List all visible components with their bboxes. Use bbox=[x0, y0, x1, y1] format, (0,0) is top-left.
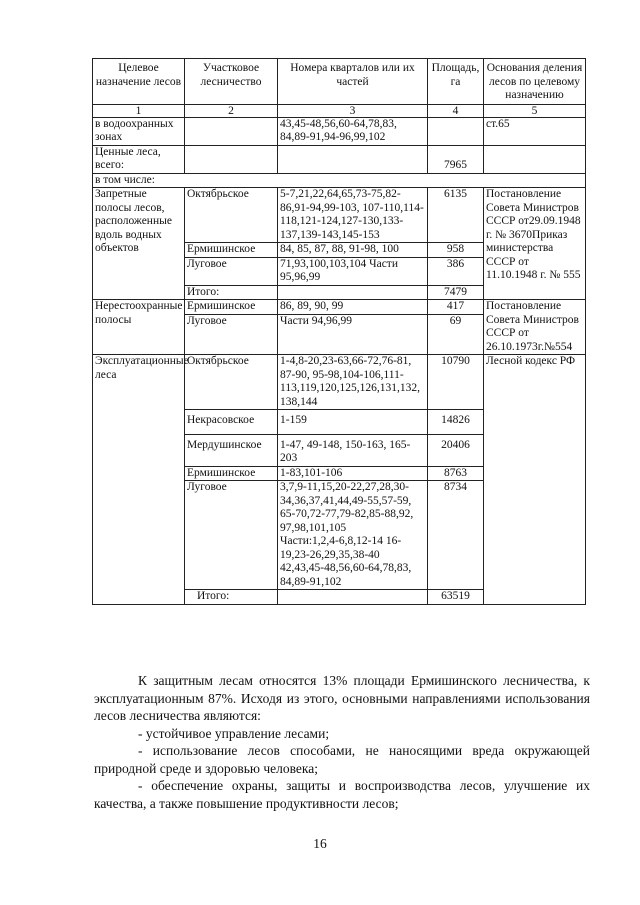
forestry-cell: Ермишинское bbox=[185, 466, 278, 481]
paragraph: К защитным лесам относятся 13% площади Ермишинского лесничества, к эксплуатационным 87%. Исходя из этого, основными направлениями использования лесов лесничества являются: bbox=[94, 673, 590, 723]
table-row bbox=[93, 188, 586, 243]
area-cell: 386 bbox=[428, 257, 484, 285]
purpose-cell: Ценные леса, всего: bbox=[93, 145, 185, 173]
quarters-parts-text: Части:1,2,4-6,8,12-14 16-19,23-26,29,35,38-40 42,43,45-48,56,60-64,78,83, 84,89-91,102 bbox=[280, 535, 412, 588]
quarters-cell: 5-7,21,22,64,65,73-75,82-86,91-94,99-103, 107-110,114-118,121-124,127-130,133-137,139-143,145-153 bbox=[278, 188, 428, 243]
total-label: Итого: bbox=[185, 590, 278, 605]
column-number: 1 bbox=[93, 104, 185, 117]
forestry-cell bbox=[185, 117, 278, 145]
area-cell: 10790 bbox=[428, 355, 484, 410]
including-label: в том числе: bbox=[93, 173, 586, 188]
forestry-cell: Октябрьское bbox=[185, 355, 278, 410]
quarters-cell: 1-83,101-106 bbox=[278, 466, 428, 481]
table-row bbox=[93, 355, 586, 410]
column-number: 5 bbox=[484, 104, 586, 117]
forestry-cell: Луговое bbox=[185, 257, 278, 285]
quarters-cell: 86, 89, 90, 99 bbox=[278, 300, 428, 315]
forestry-cell: Луговое bbox=[185, 315, 278, 355]
table-row bbox=[93, 117, 586, 145]
column-number: 3 bbox=[278, 104, 428, 117]
page-number: 16 bbox=[313, 836, 327, 851]
header-basis: Основания деления лесов по целевому назначению bbox=[484, 59, 586, 105]
forestry-cell bbox=[185, 145, 278, 173]
purpose-cell: Нерестоохранные полосы bbox=[93, 300, 185, 355]
table-header-row bbox=[93, 59, 586, 105]
area-cell: 958 bbox=[428, 243, 484, 258]
forestry-cell: Ермишинское bbox=[185, 243, 278, 258]
purpose-cell: Эксплуатационные леса bbox=[93, 355, 185, 605]
purpose-cell: Запретные полосы лесов, расположенные вдоль водных объектов bbox=[93, 188, 185, 300]
forestry-cell: Некрасовское bbox=[185, 410, 278, 435]
body-text bbox=[94, 672, 590, 812]
total-area: 7479 bbox=[428, 285, 484, 300]
quarters-cell bbox=[278, 145, 428, 173]
quarters-cell: 71,93,100,103,104 Части 95,96,99 bbox=[278, 257, 428, 285]
quarters-cell bbox=[278, 285, 428, 300]
list-item: - обеспечение охраны, защиты и воспроизводства лесов, улучшение их качества, а также повышение продуктивности лесов; bbox=[94, 778, 590, 811]
forestry-cell: Октябрьское bbox=[185, 188, 278, 243]
quarters-cell bbox=[278, 590, 428, 605]
area-cell: 69 bbox=[428, 315, 484, 355]
header-forestry: Участковое лесничество bbox=[185, 59, 278, 105]
area-cell: 8734 bbox=[428, 481, 484, 590]
list-item: - использование лесов способами, не наносящими вреда окружающей природной среде и здоровью человека; bbox=[94, 743, 590, 776]
column-number: 2 bbox=[185, 104, 278, 117]
quarters-cell: 1-47, 49-148, 150-163, 165-203 bbox=[278, 434, 428, 466]
total-label: Итого: bbox=[185, 285, 278, 300]
quarters-cell: 84, 85, 87, 88, 91-98, 100 bbox=[278, 243, 428, 258]
purpose-cell: в водоохранных зонах bbox=[93, 117, 185, 145]
area-cell: 14826 bbox=[428, 410, 484, 435]
column-number-row bbox=[93, 104, 586, 117]
total-area: 63519 bbox=[428, 590, 484, 605]
table-row bbox=[93, 173, 586, 188]
quarters-cell bbox=[278, 481, 428, 590]
basis-cell: Постановление Совета Министров СССР от 26.10.1973г.№554 bbox=[484, 300, 586, 355]
basis-cell bbox=[484, 145, 586, 173]
area-cell: 7965 bbox=[428, 145, 484, 173]
forestry-cell: Мердушинское bbox=[185, 434, 278, 466]
forestry-cell: Луговое bbox=[185, 481, 278, 590]
table-row bbox=[93, 145, 586, 173]
area-cell bbox=[428, 117, 484, 145]
quarters-cell: Части 94,96,99 bbox=[278, 315, 428, 355]
basis-cell: Постановление Совета Министров СССР от29.09.1948 г. № 3670Приказ министерства СССР от 11.10.1948 г. № 555 bbox=[484, 188, 586, 300]
area-cell: 20406 bbox=[428, 434, 484, 466]
forestry-cell: Ермишинское bbox=[185, 300, 278, 315]
header-area: Площадь, га bbox=[428, 59, 484, 105]
quarters-cell: 43,45-48,56,60-64,78,83, 84,89-91,94-96,99,102 bbox=[278, 117, 428, 145]
basis-cell: Лесной кодекс РФ bbox=[484, 355, 586, 605]
column-number: 4 bbox=[428, 104, 484, 117]
list-item: - устойчивое управление лесами; bbox=[138, 725, 330, 741]
table-row bbox=[93, 300, 586, 315]
area-cell: 417 bbox=[428, 300, 484, 315]
quarters-text: 3,7,9-11,15,20-22,27,28,30-34,36,37,41,44,49-55,57-59, 65-70,72-77,79-82,85-88,92, 97,98,101,105 bbox=[280, 481, 414, 534]
quarters-cell: 1-4,8-20,23-63,66-72,76-81, 87-90, 95-98,104-106,111-113,119,120,125,126,131,132, 138,144 bbox=[278, 355, 428, 410]
quarters-cell: 1-159 bbox=[278, 410, 428, 435]
header-quarters: Номера кварталов или их частей bbox=[278, 59, 428, 105]
area-cell: 6135 bbox=[428, 188, 484, 243]
basis-cell: ст.65 bbox=[484, 117, 586, 145]
forest-purpose-table bbox=[92, 58, 586, 605]
area-cell: 8763 bbox=[428, 466, 484, 481]
header-purpose: Целевое назначение лесов bbox=[93, 59, 185, 105]
